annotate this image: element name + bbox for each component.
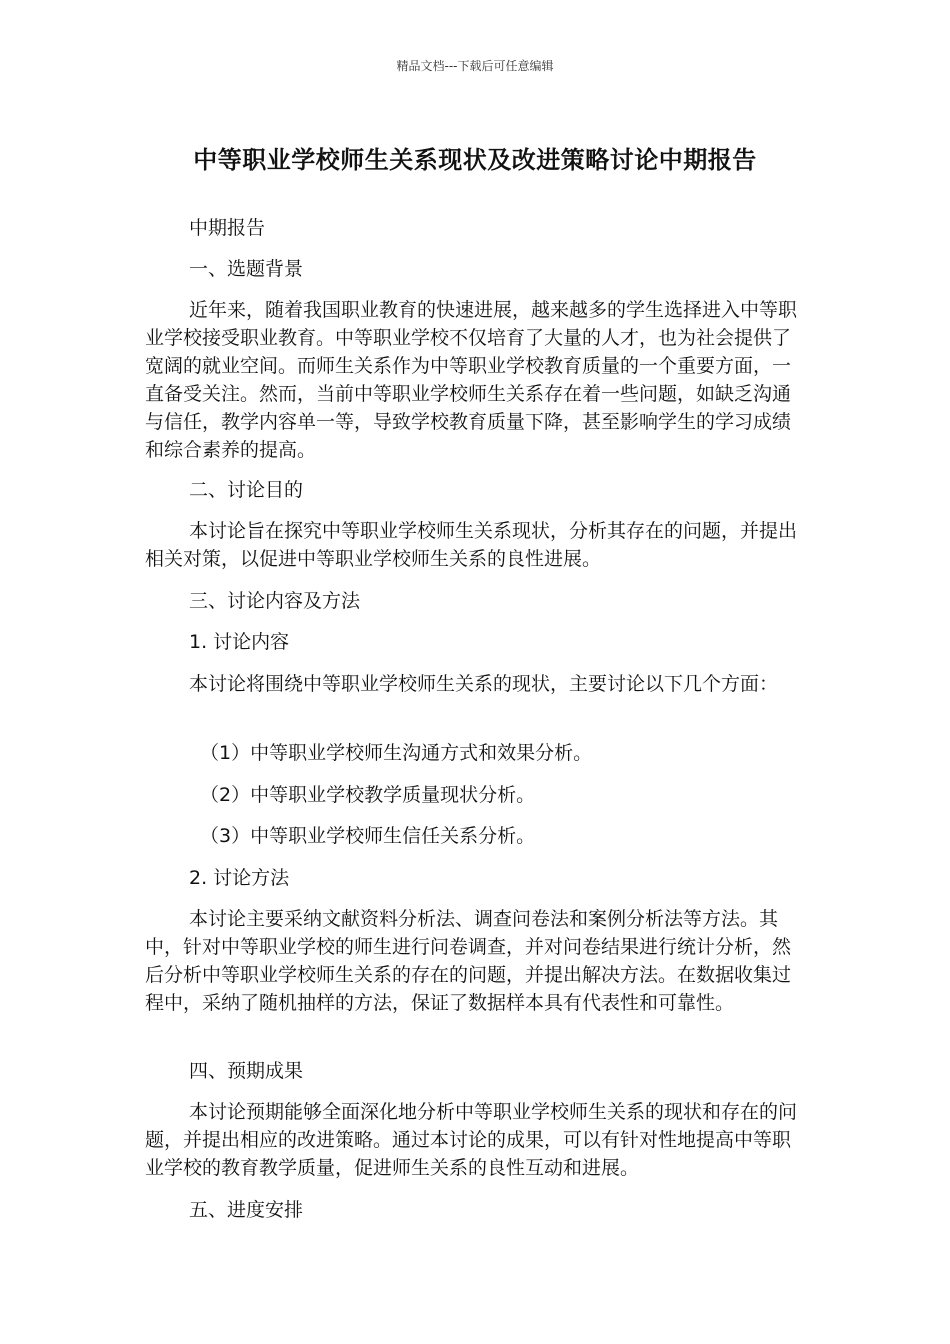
report-label	[145, 214, 805, 242]
section-3-sub2-paragraph-text: 本讨论主要采纳文献资料分析法、调查问卷法和案例分析法等方法。其中，针对中等职业学校的师生进行问卷调查，并对问卷结果进行统计分析，然后分析中等职业学校师生关系的存在的问题，并提出解决方法。在数据收集过程中，采纳了随机抽样的方法，保证了数据样本具有代表性和可靠性。	[145, 908, 792, 1014]
report-label-text: 中期报告	[189, 217, 266, 239]
section-3-sub2-heading-text: 2. 讨论方法	[189, 867, 290, 889]
section-4-paragraph-text: 本讨论预期能够全面深化地分析中等职业学校师生关系的现状和存在的问题，并提出相应的改进策略。通过本讨论的成果，可以有针对性地提高中等职业学校的教育教学质量，促进师生关系的良性互动和进展。	[145, 1101, 798, 1179]
list-item	[145, 781, 805, 809]
section-3-sub2-heading	[145, 864, 805, 892]
section-2-paragraph	[145, 517, 805, 573]
list-item-1-text: （1）中等职业学校师生沟通方式和效果分析。	[200, 742, 593, 764]
list-item-2-text: （2）中等职业学校教学质量现状分析。	[200, 784, 536, 806]
section-3-sub1-paragraph-text: 本讨论将围绕中等职业学校师生关系的现状，主要讨论以下几个方面：	[189, 673, 779, 695]
section-1-heading-text: 一、选题背景	[189, 258, 304, 280]
header-note: 精品文档---下载后可任意编辑	[396, 59, 554, 73]
section-3-heading-text: 三、讨论内容及方法	[189, 590, 361, 612]
list-item	[145, 739, 805, 767]
section-3-sub1-heading	[145, 628, 805, 656]
section-4-paragraph	[145, 1098, 805, 1182]
section-3-sub1-heading-text: 1. 讨论内容	[189, 631, 290, 653]
section-4-heading	[145, 1057, 805, 1085]
section-3-heading	[145, 587, 805, 615]
section-4-heading-text: 四、预期成果	[189, 1060, 304, 1082]
section-2-heading	[145, 476, 805, 504]
list-item	[145, 822, 805, 850]
section-1-paragraph	[145, 296, 805, 464]
section-2-paragraph-text: 本讨论旨在探究中等职业学校师生关系现状，分析其存在的问题，并提出相关对策，以促进中等职业学校师生关系的良性进展。	[145, 520, 798, 570]
section-1-heading	[145, 255, 805, 283]
section-3-sub1-paragraph	[145, 670, 805, 698]
section-5-heading-text: 五、进度安排	[189, 1199, 304, 1221]
section-5-heading	[145, 1196, 805, 1224]
section-2-heading-text: 二、讨论目的	[189, 479, 304, 501]
document-title: 中等职业学校师生关系现状及改进策略讨论中期报告	[193, 146, 757, 174]
list-item-3-text: （3）中等职业学校师生信任关系分析。	[200, 825, 536, 847]
section-3-sub2-paragraph	[145, 905, 805, 1017]
section-1-paragraph-text: 近年来，随着我国职业教育的快速进展，越来越多的学生选择进入中等职业学校接受职业教育。中等职业学校不仅培育了大量的人才，也为社会提供了宽阔的就业空间。而师生关系作为中等职业学校教育质量的一个重要方面，一直备受关注。然而，当前中等职业学校师生关系存在着一些问题，如缺乏沟通与信任，教学内容单一等，导致学校教育质量下降，甚至影响学生的学习成绩和综合素养的提高。	[145, 299, 798, 461]
